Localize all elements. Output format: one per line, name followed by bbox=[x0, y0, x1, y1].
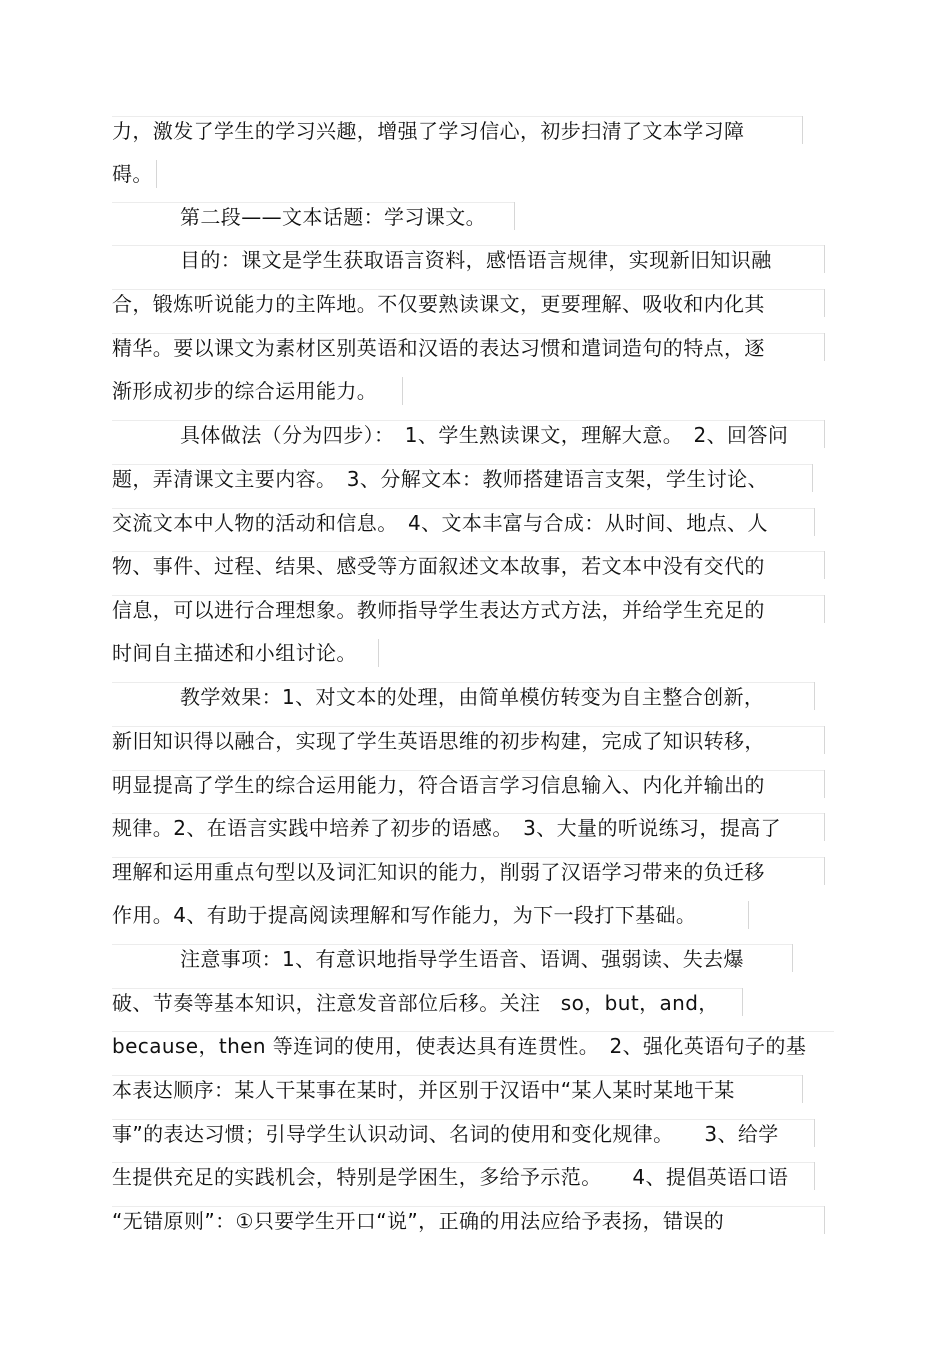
line-guide-end bbox=[748, 901, 749, 929]
line-guide bbox=[112, 116, 802, 117]
text-line: 理解和运用重点句型以及词汇知识的能力，削弱了汉语学习带来的负迁移 bbox=[112, 860, 765, 884]
line-guide-end bbox=[514, 202, 515, 230]
line-guide-end bbox=[814, 1162, 815, 1190]
line-guide bbox=[112, 595, 824, 596]
text-line: 物、事件、过程、结果、感受等方面叙述文本故事，若文本中没有交代的 bbox=[112, 554, 765, 578]
line-guide-end bbox=[802, 1075, 803, 1103]
text-line: 作用。4、有助于提高阅读理解和写作能力，为下一段打下基础。 bbox=[112, 903, 697, 927]
line-guide bbox=[112, 508, 814, 509]
line-guide bbox=[112, 420, 824, 421]
line-guide bbox=[112, 551, 824, 552]
text-line: 教学效果：1、对文本的处理，由简单模仿转变为自主整合创新， bbox=[180, 685, 765, 709]
line-guide-end bbox=[824, 333, 825, 361]
line-guide-end bbox=[812, 464, 813, 492]
line-guide-end bbox=[824, 551, 825, 579]
line-guide bbox=[112, 1031, 834, 1032]
line-guide bbox=[112, 1119, 814, 1120]
text-line: 生提供充足的实践机会，特别是学困生，多给予示范。 4、提倡英语口语 bbox=[112, 1165, 789, 1189]
line-guide-end bbox=[824, 770, 825, 798]
text-line: 交流文本中人物的活动和信息。 4、文本丰富与合成：从时间、地点、人 bbox=[112, 511, 768, 535]
line-guide-end bbox=[814, 508, 815, 536]
line-guide-end bbox=[792, 944, 793, 972]
line-guide-end bbox=[824, 1206, 825, 1234]
line-guide bbox=[112, 813, 824, 814]
text-line: 目的：课文是学生获取语言资料，感悟语言规律，实现新旧知识融 bbox=[180, 248, 772, 272]
line-guide-end bbox=[824, 420, 825, 448]
line-guide-end bbox=[742, 988, 743, 1016]
line-guide bbox=[112, 1075, 802, 1076]
text-line: 注意事项：1、有意识地指导学生语音、语调、强弱读、失去爆 bbox=[180, 947, 744, 971]
line-guide-end bbox=[156, 160, 157, 188]
text-line: 具体做法（分为四步）： 1、学生熟读课文，理解大意。 2、回答问 bbox=[180, 423, 789, 447]
line-guide bbox=[112, 857, 824, 858]
section-heading: 第二段——文本话题：学习课文。 bbox=[180, 205, 486, 229]
text-line: 信息，可以进行合理想象。教师指导学生表达方式方法，并给学生充足的 bbox=[112, 598, 765, 622]
line-guide-end bbox=[824, 245, 825, 273]
line-guide-end bbox=[824, 857, 825, 885]
line-guide bbox=[112, 202, 514, 203]
text-line: 力，激发了学生的学习兴趣，增强了学习信心，初步扫清了文本学习障 bbox=[112, 119, 745, 143]
text-line: 新旧知识得以融合，实现了学生英语思维的初步构建，完成了知识转移， bbox=[112, 729, 765, 753]
line-guide-end bbox=[824, 813, 825, 841]
line-guide bbox=[112, 682, 814, 683]
line-guide-end bbox=[402, 377, 403, 405]
line-guide bbox=[112, 1162, 814, 1163]
line-guide bbox=[112, 770, 824, 771]
line-guide bbox=[112, 333, 824, 334]
text-line: 时间自主描述和小组讨论。 bbox=[112, 641, 357, 665]
text-line: 题，弄清课文主要内容。 3、分解文本：教师搭建语言支架，学生讨论、 bbox=[112, 467, 768, 491]
text-line: 渐形成初步的综合运用能力。 bbox=[112, 379, 378, 403]
line-guide bbox=[112, 726, 824, 727]
line-guide-end bbox=[824, 289, 825, 317]
line-guide-end bbox=[824, 726, 825, 754]
line-guide-end bbox=[802, 116, 803, 144]
line-guide-end bbox=[378, 639, 379, 667]
line-guide bbox=[112, 988, 742, 989]
line-guide-end bbox=[824, 595, 825, 623]
line-guide bbox=[112, 289, 824, 290]
line-guide bbox=[112, 944, 792, 945]
text-line: 合，锻炼听说能力的主阵地。不仅要熟读课文，更要理解、吸收和内化其 bbox=[112, 292, 765, 316]
text-line: 事”的表达习惯；引导学生认识动词、名词的使用和变化规律。 3、给学 bbox=[112, 1122, 779, 1146]
line-guide bbox=[112, 1206, 824, 1207]
line-guide-end bbox=[814, 1119, 815, 1147]
text-line: 规律。2、在语言实践中培养了初步的语感。 3、大量的听说练习，提高了 bbox=[112, 816, 782, 840]
text-line: “无错原则”：①只要学生开口“说”，正确的用法应给予表扬，错误的 bbox=[112, 1209, 725, 1233]
text-line: 碍。 bbox=[112, 162, 153, 186]
text-line: because，then 等连词的使用，使表达具有连贯性。 2、强化英语句子的基 bbox=[112, 1034, 807, 1058]
text-line: 精华。要以课文为素材区别英语和汉语的表达习惯和遣词造句的特点，逐 bbox=[112, 336, 765, 360]
line-guide-end bbox=[814, 682, 815, 710]
line-guide bbox=[112, 464, 812, 465]
text-line: 破、节奏等基本知识，注意发音部位后移。关注 so，but，and， bbox=[112, 991, 719, 1015]
line-guide bbox=[112, 245, 824, 246]
text-line: 明显提高了学生的综合运用能力，符合语言学习信息输入、内化并输出的 bbox=[112, 773, 765, 797]
text-line: 本表达顺序：某人干某事在某时，并区别于汉语中“某人某时某地干某 bbox=[112, 1078, 735, 1102]
